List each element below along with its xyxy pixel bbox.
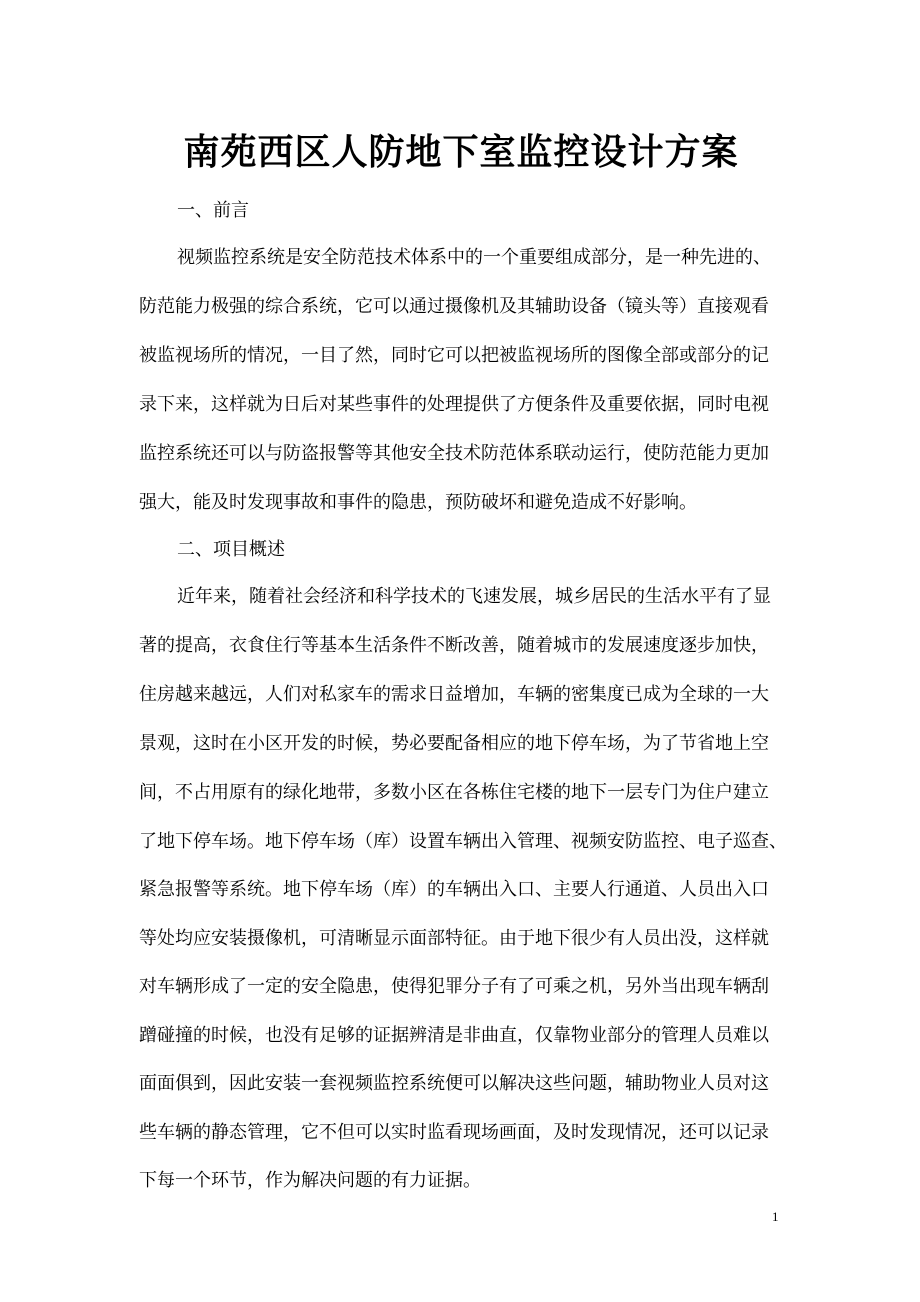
document-title: 南苑西区人防地下室监控设计方案 (183, 132, 739, 173)
paragraph-line: 监控系统还可以与防盗报警等其他安全技术防范体系联动运行，使防范能力更加 (139, 443, 769, 464)
paragraph-line: 住房越来越远，人们对私家车的需求日益增加，车辆的密集度已成为全球的一大 (139, 684, 769, 705)
section-heading-overview: 二、项目概述 (177, 539, 285, 560)
paragraph-line: 等处均应安装摄像机，可清晰显示面部特征。由于地下很少有人员出没，这样就 (139, 928, 769, 949)
paragraph-line: 著的提高，衣食住行等基本生活条件不断改善，随着城市的发展速度逐步加快， (139, 635, 769, 656)
page-number: 1 (772, 1209, 779, 1224)
paragraph-line: 近年来，随着社会经济和科学技术的飞速发展，城乡居民的生活水平有了显 (177, 586, 771, 607)
paragraph-line: 录下来，这样就为日后对某些事件的处理提供了方便条件及重要依据，同时电视 (139, 394, 769, 415)
paragraph-line: 被监视场所的情况，一目了然，同时它可以把被监视场所的图像全部或部分的记 (139, 345, 769, 366)
paragraph-line: 景观，这时在小区开发的时候，势必要配备相应的地下停车场，为了节省地上空 (139, 733, 769, 754)
paragraph-line: 些车辆的静态管理，它不但可以实时监看现场画面，及时发现情况，还可以记录 (139, 1122, 769, 1143)
paragraph-line: 蹭碰撞的时候，也没有足够的证据辨清是非曲直，仅靠物业部分的管理人员难以 (139, 1025, 769, 1046)
paragraph-line: 视频监控系统是安全防范技术体系中的一个重要组成部分，是一种先进的、 (177, 247, 771, 268)
paragraph-line: 紧急报警等系统。地下停车场（库）的车辆出入口、主要人行通道、人员出入口 (139, 879, 769, 900)
paragraph-line: 了地下停车场。地下停车场（库）设置车辆出入管理、视频安防监控、电子巡查、 (139, 831, 787, 852)
paragraph-line: 间，不占用原有的绿化地带，多数小区在各栋住宅楼的地下一层专门为住户建立 (139, 782, 769, 803)
paragraph-line: 下每一个环节，作为解决问题的有力证据。 (139, 1170, 481, 1191)
paragraph-line: 面面俱到，因此安装一套视频监控系统便可以解决这些问题，辅助物业人员对这 (139, 1073, 769, 1094)
paragraph-line: 对车辆形成了一定的安全隐患，使得犯罪分子有了可乘之机，另外当出现车辆刮 (139, 976, 769, 997)
paragraph-line: 防范能力极强的综合系统，它可以通过摄像机及其辅助设备（镜头等）直接观看 (139, 296, 769, 317)
section-heading-preface: 一、前言 (177, 200, 249, 221)
paragraph-line: 强大，能及时发现事故和事件的隐患，预防破坏和避免造成不好影响。 (139, 492, 697, 513)
